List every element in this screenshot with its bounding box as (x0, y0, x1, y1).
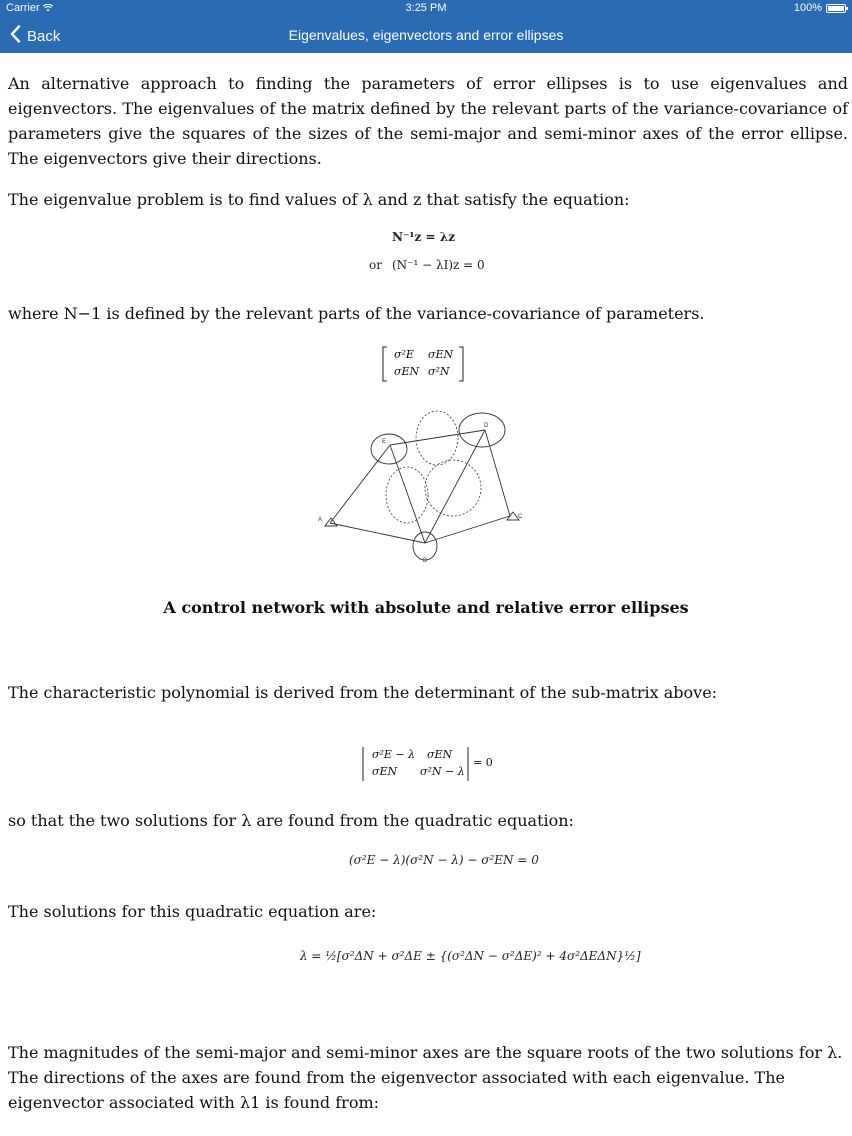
paragraph-solutions-intro: The solutions for this quadratic equation are: (8, 902, 377, 921)
navigation-bar (0, 18, 852, 53)
matrix-cell-11: σ²E (394, 348, 414, 361)
covariance-matrix (382, 346, 464, 382)
equation-eigen: N⁻¹z = λz (392, 230, 456, 244)
carrier-text: Carrier (6, 2, 40, 14)
equation-characteristic: (N⁻¹ − λI)z = 0 (392, 258, 485, 272)
det-cell-22: σ²N − λ (420, 765, 465, 778)
paragraph-eigen-problem: The eigenvalue problem is to find values of λ and z that satisfy the equation: (8, 190, 630, 209)
matrix-cell-22: σ²N (428, 365, 450, 378)
back-label: Back (27, 27, 61, 45)
matrix-cell-12: σEN (428, 348, 454, 361)
paragraph-characteristic: The characteristic polynomial is derived from the determinant of the sub-matrix above: (8, 683, 718, 702)
det-cell-21: σEN (372, 765, 398, 778)
paragraph-quadratic-intro: so that the two solutions for λ are found from the quadratic equation: (8, 811, 574, 830)
battery-icon (826, 4, 846, 13)
paragraph-magnitudes: The magnitudes of the semi-major and semi-minor axes are the square roots of the two solutions for λ. The directions of the axes are found from the eigenvector associated with each eigenvalue. The eigenvector associated with λ1 is found from: (8, 1043, 843, 1112)
equation-solution: λ = ½[σ²ΔN + σ²ΔE ± {(σ²ΔN − σ²ΔE)² + 4σ²ΔEΔN}½] (300, 949, 641, 963)
determinant-equation (360, 746, 500, 782)
equation-or-label: or (369, 258, 382, 272)
det-rhs: = 0 (473, 756, 493, 769)
figure-caption: A control network with absolute and relative error ellipses (163, 598, 689, 617)
det-cell-12: σEN (427, 748, 453, 761)
point-label-a: A (318, 517, 323, 523)
battery-status (794, 2, 846, 14)
point-label-e: E (382, 439, 387, 445)
equation-quadratic: (σ²E − λ)(σ²N − λ) − σ²EN = 0 (349, 853, 539, 867)
point-label-b: B (423, 558, 428, 564)
paragraph-intro: An alternative approach to finding the parameters of error ellipses is to use eigenvalues and eigenvectors. The eigenvalues of the matrix defined by the relevant parts of the variance-covariance of parameters give the squares of the sizes of the semi-major and semi-minor axes of the error ellipse. The eigenvectors give their directions. (8, 74, 848, 168)
matrix-cell-21: σEN (394, 365, 420, 378)
control-network-figure (310, 408, 530, 573)
point-label-d: D (484, 423, 489, 429)
battery-percent: 100% (793, 2, 822, 14)
page-title: Eigenvalues, eigenvectors and error ellipses (288, 27, 564, 43)
det-cell-11: σ²E − λ (372, 748, 416, 761)
paragraph-where: where N−1 is defined by the relevant parts of the variance-covariance of parameters. (8, 304, 705, 323)
point-label-c: C (518, 514, 523, 520)
status-time: 3:25 PM (405, 2, 447, 14)
status-bar (0, 0, 852, 18)
